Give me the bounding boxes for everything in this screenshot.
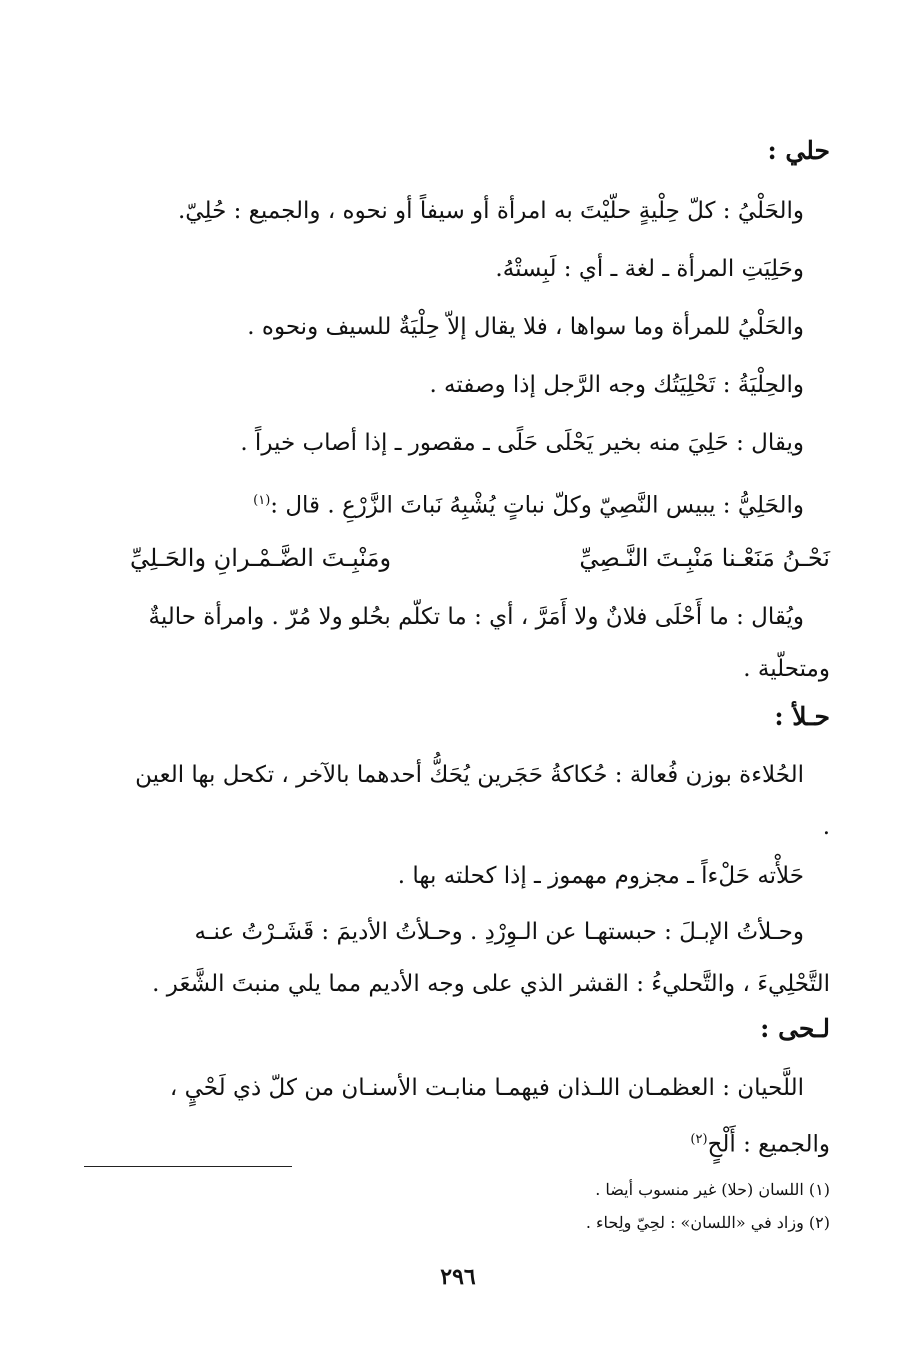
verse-second-hemistich: ومَنْبِـتَ الضَّـمْـرانِ والحَـلِيِّ — [130, 544, 392, 572]
paragraph-with-note — [130, 1062, 830, 1171]
footnote: (١) اللسان (حلا) غير منسوب أيضا . — [595, 1180, 830, 1199]
paragraph: حَلأْته حَلْءاً ـ مجزوم مهموز ـ إذا كحلته بها . — [397, 863, 804, 889]
verse-first-hemistich: نَحْـنُ مَنَعْـنا مَنْبِـتَ النَّـصِيِّ — [579, 544, 830, 572]
paragraph-with-note — [130, 475, 830, 532]
paragraph-text: والحَلِيُّ : يبيس النَّصِيّ وكلّ نباتٍ يُشْبِهُ نَباتَ الزَّرْعِ . قال : — [270, 492, 804, 519]
paragraph: ويُقال : ما أَحْلَى فلانٌ ولا أَمَرَّ ، أي : ما تكلّم بحُلو ولا مُرّ . وامرأة حاليةٌ ومتحلّية . — [148, 604, 830, 682]
paragraph: والحَلْيُ : كلّ حِلْيةٍ حلّيْتَ به امرأة أو سيفاً أو نحوه ، والجميع : حُلِيّ. — [178, 198, 804, 224]
paragraph: والحَلْيُ للمرأة وما سواها ، فلا يقال إلاّ حِلْيَةٌ للسيف ونحوه . — [247, 314, 804, 340]
verse-line — [130, 538, 830, 578]
paragraph-text: اللَّحيان : العظمـان اللـذان فيهمـا منابـت الأسنـان من كلّ ذي لَحْيٍ ، والجميع : أَلْحٍ — [169, 1075, 830, 1158]
footnote: (٢) وزاد في «اللسان» : لحِيّ ولِحاء . — [585, 1213, 830, 1232]
page-number: ٢٩٦ — [440, 1264, 476, 1290]
paragraph: وحَلِيَتِ المرأة ـ لغة ـ أي : لَبِستْهُ. — [495, 256, 804, 282]
paragraph: ويقال : حَلِيَ منه بخير يَحْلَى حَلًى ـ مقصور ـ إذا أصاب خيراً . — [240, 430, 804, 456]
entry-heading: حـلأ : — [774, 702, 830, 731]
entry-heading: حلي : — [767, 136, 830, 165]
paragraph: وحـلأتُ الإبـلَ : حبستهـا عن الـوِرْدِ . وحـلأتُ الأديمَ : قَشَـرْتُ عنـه التَّحْلِيءَ ، والتَّحليءُ : القشر الذي على وجه الأديم مما يلي منبتَ الشَّعَر . — [152, 919, 830, 997]
footnote-divider — [84, 1166, 292, 1167]
footnote-ref: (٢) — [690, 1132, 708, 1147]
footnote-ref: (١) — [253, 493, 271, 508]
entry-heading: لـحى : — [760, 1014, 830, 1043]
paragraph: الحُلاءة بوزن فُعالة : حُكاكةُ حَجَرين يُحَكُّ أحدهما بالآخر ، تكحل بها العين . — [135, 762, 830, 840]
paragraph: والحِلْيَةُ : تَحْلِيَتُك وجه الرَّجل إذا وصفته . — [429, 372, 804, 398]
